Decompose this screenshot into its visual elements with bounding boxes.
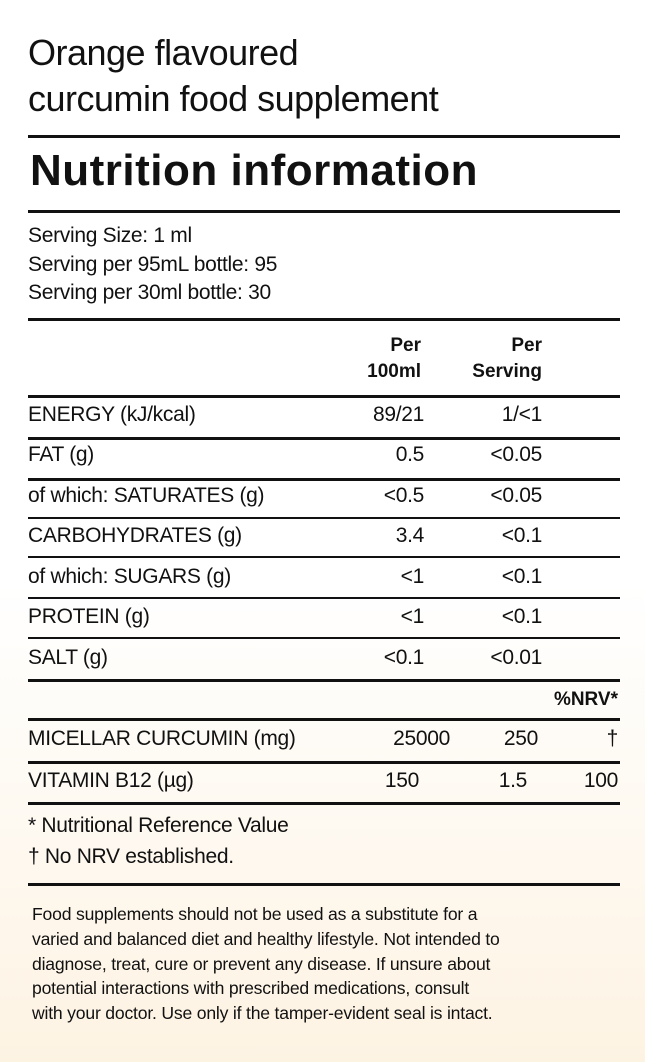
nutrition-heading: Nutrition information <box>30 146 478 195</box>
row-label: VITAMIN B12 (µg) <box>28 769 194 792</box>
row-per-100ml: <0.5 <box>383 484 424 507</box>
serving-per-95ml: Serving per 95mL bottle: 95 <box>28 252 278 276</box>
row-per-100ml: 150 <box>384 769 419 792</box>
row-per-serving: <0.01 <box>490 646 542 669</box>
row-label: PROTEIN (g) <box>28 605 150 628</box>
row-per-100ml: <1 <box>400 605 424 628</box>
footnote-no-nrv: † No NRV established. <box>28 845 234 868</box>
row-divider <box>28 517 620 519</box>
divider-disclaimer <box>28 883 620 886</box>
column-header-per-100ml <box>367 333 421 385</box>
column-header-per-serving-line2: Serving <box>472 361 542 382</box>
row-per-serving: <0.1 <box>501 605 542 628</box>
row-label: of which: SUGARS (g) <box>28 565 231 588</box>
row-per-100ml: 89/21 <box>372 403 424 426</box>
divider-top <box>28 135 620 138</box>
row-per-serving: 1.5 <box>498 769 527 792</box>
serving-per-30ml: Serving per 30ml bottle: 30 <box>28 281 271 304</box>
row-per-serving: <0.1 <box>501 524 542 547</box>
column-header-per-serving-line1: Per <box>511 335 542 356</box>
row-divider <box>28 556 620 558</box>
divider-columns <box>28 395 620 398</box>
divider-table-end <box>28 802 620 805</box>
product-title-line1: Orange flavoured <box>28 32 299 73</box>
divider-nrv <box>28 718 620 721</box>
row-divider <box>28 478 620 481</box>
divider-heading <box>28 210 620 213</box>
row-nrv: 100 <box>583 769 618 792</box>
row-per-serving: 1/<1 <box>501 403 542 426</box>
row-per-100ml: 25000 <box>393 727 450 750</box>
serving-info <box>28 222 277 308</box>
disclaimer-line: with your doctor. Use only if the tamper-evident seal is intact. <box>32 1003 493 1024</box>
column-header-per-100ml-line1: Per <box>390 335 421 356</box>
row-label: ENERGY (kJ/kcal) <box>28 403 196 426</box>
row-per-100ml: 3.4 <box>395 524 424 547</box>
column-header-per-serving <box>472 333 542 385</box>
row-divider <box>28 637 620 639</box>
row-label: MICELLAR CURCUMIN (mg) <box>28 727 296 750</box>
row-label: of which: SATURATES (g) <box>28 484 265 507</box>
row-divider <box>28 761 620 764</box>
serving-size: Serving Size: 1 ml <box>28 224 192 247</box>
row-per-100ml: <1 <box>400 565 424 588</box>
disclaimer <box>32 902 618 1026</box>
row-per-100ml: <0.1 <box>383 646 424 669</box>
disclaimer-line: varied and balanced diet and healthy lifestyle. Not intended to <box>32 928 500 949</box>
row-per-serving: <0.05 <box>490 443 542 466</box>
product-title-line2: curcumin food supplement <box>28 78 439 119</box>
row-divider <box>28 597 620 599</box>
column-header-nrv: %NRV* <box>553 689 618 710</box>
row-per-serving: 250 <box>503 727 538 750</box>
disclaimer-line: Food supplements should not be used as a substitute for a <box>32 904 478 924</box>
row-per-serving: <0.1 <box>501 565 542 588</box>
row-per-serving: <0.05 <box>490 484 542 507</box>
disclaimer-line: potential interactions with prescribed medications, consult <box>32 978 470 999</box>
row-label: FAT (g) <box>28 443 94 466</box>
row-label: SALT (g) <box>28 646 108 669</box>
row-divider <box>28 437 620 440</box>
row-nrv: † <box>606 727 618 750</box>
divider-serving <box>28 318 620 321</box>
row-per-100ml: 0.5 <box>395 443 424 466</box>
column-header-per-100ml-line2: 100ml <box>367 361 421 382</box>
footnote-nrv: * Nutritional Reference Value <box>28 814 289 837</box>
product-title <box>28 30 618 122</box>
row-divider <box>28 679 620 682</box>
row-label: CARBOHYDRATES (g) <box>28 524 242 547</box>
disclaimer-line: diagnose, treat, cure or prevent any disease. If unsure about <box>32 953 491 974</box>
